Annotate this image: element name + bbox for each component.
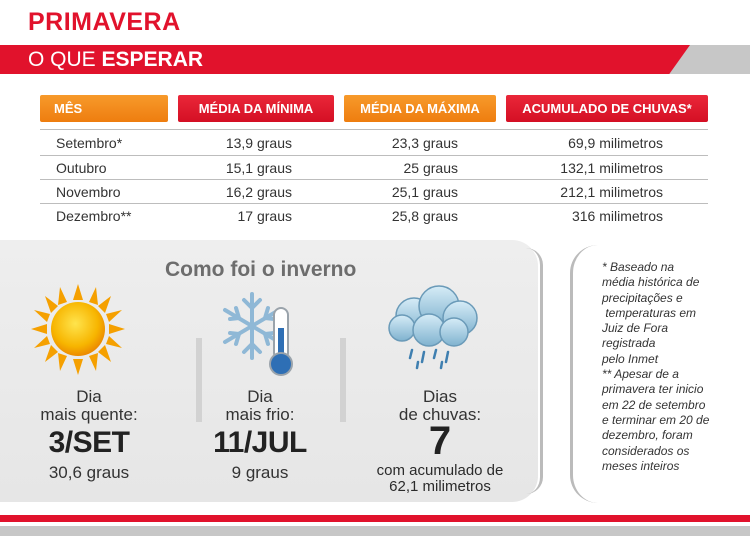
footer-bar-grey xyxy=(0,526,750,536)
cell-max: 25,1 graus xyxy=(391,184,458,200)
cell-min: 16,2 graus xyxy=(225,184,292,200)
rain-label-2: de chuvas: xyxy=(398,405,482,424)
hot-label-1: Dia xyxy=(76,387,102,406)
subtitle-plain: O QUE xyxy=(28,48,102,71)
column-header-max: MÉDIA DA MÁXIMA xyxy=(344,95,496,122)
sun-icon xyxy=(28,282,128,377)
note-line: temperaturas em xyxy=(602,305,697,320)
cell-chuva: 212,1 milimetros xyxy=(560,184,663,200)
note-line: média histórica de xyxy=(602,275,700,290)
cell-chuva: 69,9 milimetros xyxy=(568,135,663,151)
cell-min: 17 graus xyxy=(237,208,292,224)
subtitle xyxy=(28,48,203,72)
cell-mes: Setembro* xyxy=(56,135,123,151)
cell-chuva: 132,1 milimetros xyxy=(560,160,663,176)
note-line: e terminar em 20 de xyxy=(602,412,710,427)
hot-value: 30,6 graus xyxy=(48,463,130,482)
hot-label-2: mais quente: xyxy=(40,405,138,424)
note-line: pelo Inmet xyxy=(602,351,659,366)
column-header-mes: MÊS xyxy=(40,95,168,122)
table-divider xyxy=(40,129,708,130)
note-line: registrada xyxy=(602,336,656,351)
panel-border xyxy=(526,248,543,494)
note-line: * Baseado na xyxy=(602,260,675,274)
page-title: PRIMAVERA xyxy=(28,8,181,36)
cell-max: 25 graus xyxy=(403,160,458,176)
note-line: considerados os xyxy=(602,443,690,458)
snowflake-thermometer-icon xyxy=(222,288,302,378)
cell-max: 25,8 graus xyxy=(391,208,458,224)
rain-cloud-icon xyxy=(384,284,484,374)
cell-mes: Novembro xyxy=(56,184,121,200)
rain-value-2: 62,1 milimetros xyxy=(389,478,491,495)
rain-count: 7 xyxy=(428,419,452,463)
cell-min: 15,1 graus xyxy=(225,160,292,176)
cell-mes: Dezembro** xyxy=(56,208,132,224)
rain-label-1: Dias xyxy=(422,387,457,406)
note-line: dezembro, foram xyxy=(602,428,693,443)
cell-min: 13,9 graus xyxy=(225,135,292,151)
column-header-min: MÉDIA DA MÍNIMA xyxy=(178,95,334,122)
rain-value-1: com acumulado de xyxy=(376,462,504,479)
cold-date: 11/JUL xyxy=(213,426,307,459)
footer-bar-red xyxy=(0,515,750,522)
note-line: meses inteiros xyxy=(602,458,680,473)
hot-date: 3/SET xyxy=(48,426,130,459)
note-line: ** Apesar de a xyxy=(602,367,679,382)
cell-mes: Outubro xyxy=(56,160,107,176)
cold-label-1: Dia xyxy=(247,387,273,406)
cold-value: 9 graus xyxy=(231,463,289,482)
cell-max: 23,3 graus xyxy=(391,135,458,151)
cold-label-2: mais frio: xyxy=(225,405,295,424)
note-line: precipitações e xyxy=(602,290,683,305)
column-header-chuvas: ACUMULADO DE CHUVAS* xyxy=(506,95,708,122)
footnotes xyxy=(602,260,742,474)
winter-title: Como foi o inverno xyxy=(165,258,357,281)
cell-chuva: 316 milimetros xyxy=(571,208,663,224)
note-line: primavera ter inicio xyxy=(602,382,704,397)
note-line: em 22 de setembro xyxy=(602,397,706,412)
subtitle-bold: ESPERAR xyxy=(101,48,204,71)
column-divider xyxy=(340,338,346,422)
note-line: Juiz de Fora xyxy=(602,321,669,336)
